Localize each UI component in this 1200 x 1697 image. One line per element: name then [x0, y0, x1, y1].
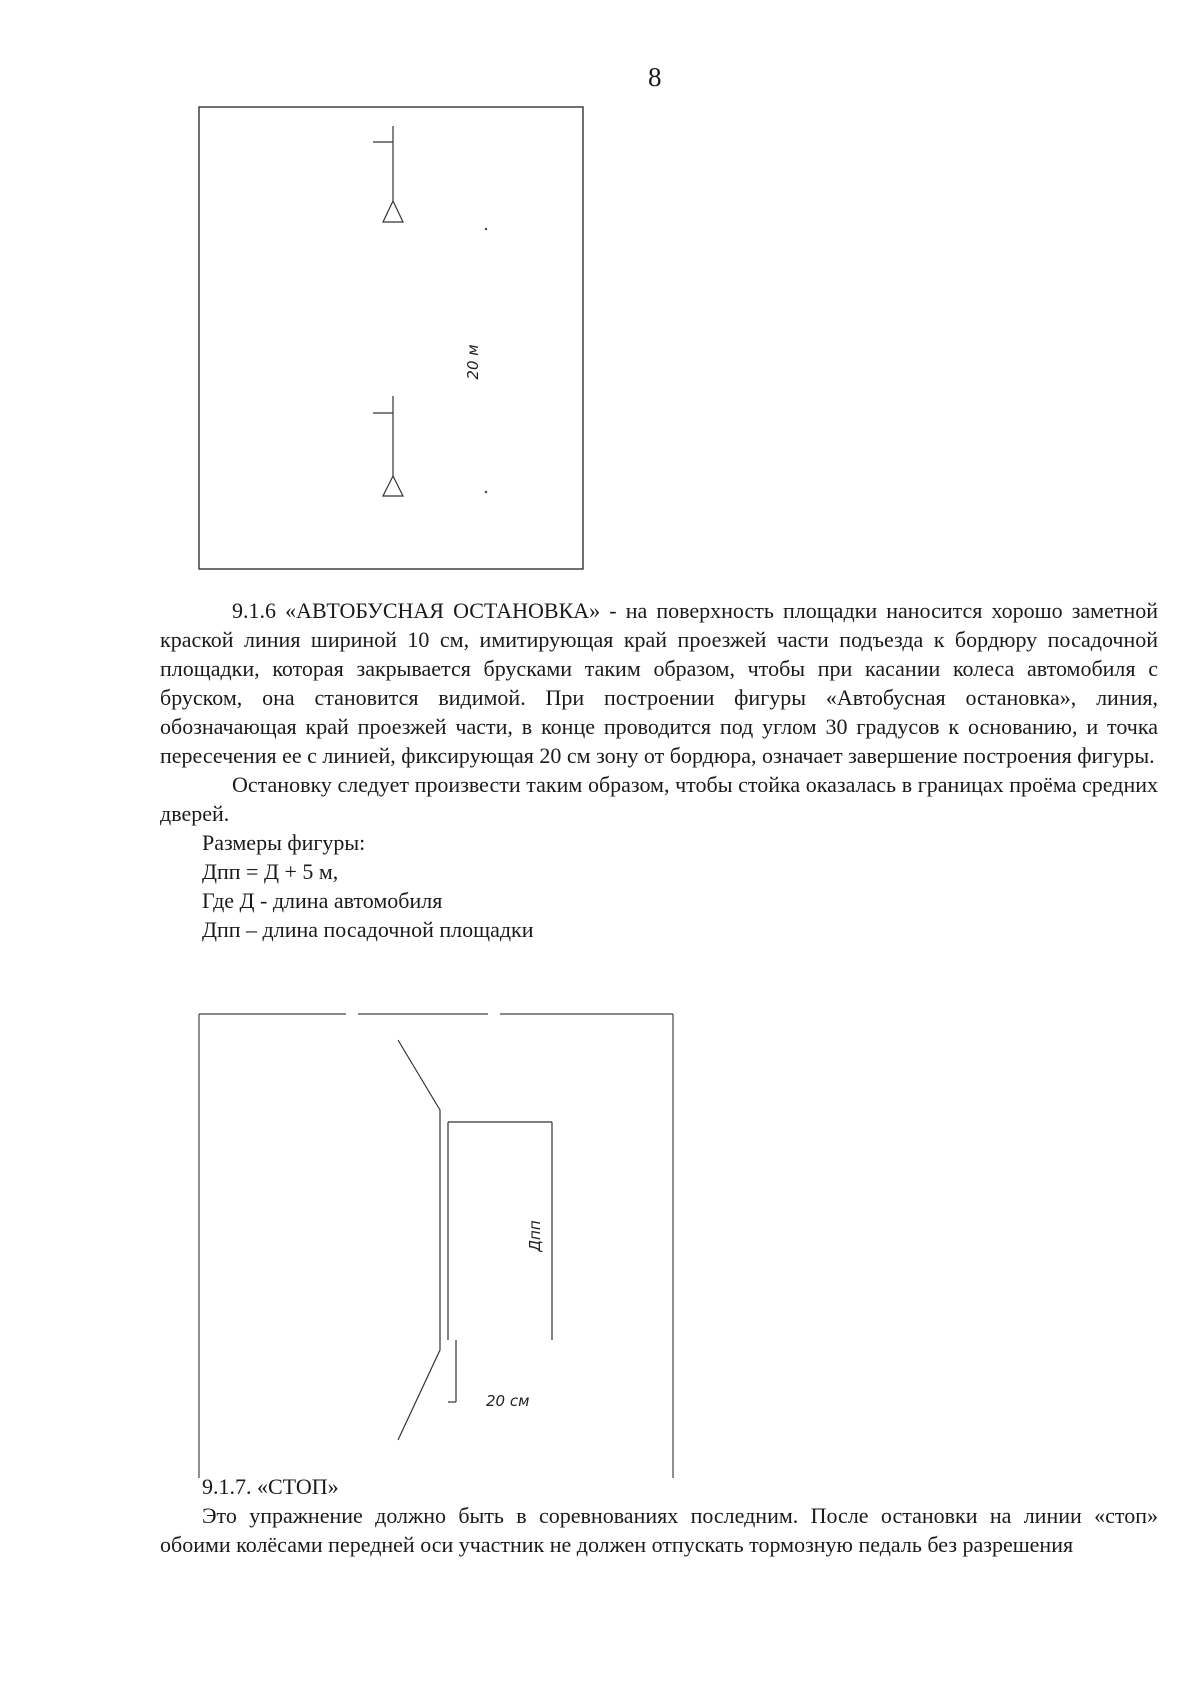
- paragraph-bus-stop-description: 9.1.6 «АВТОБУСНАЯ ОСТАНОВКА» - на поверхность площадки наносится хорошо заметной краской линия шириной 10 см, имитирующая край проезжей части подъезда к бордюру посадочной площадки, которая закрывается брусками таким образом, чтобы при касании колеса автомобиля с бруском, она становится видимой. При построении фигуры «Автобусная остановка», линия, обозначающая край проезжей части, в конце проводится под углом 30 градусов к основанию, и точка пересечения ее с линией, фиксирующая 20 см зону от бордюра, означает завершение построения фигуры.: [160, 598, 1158, 768]
- dimensions-title: Размеры фигуры:: [202, 830, 366, 855]
- figure-bus-stop-platform: [198, 1010, 678, 1480]
- marker-bottom: [373, 396, 403, 496]
- section-9-1-7: [160, 1472, 1158, 1559]
- figure2-frame: [199, 1014, 673, 1478]
- label-20m: 20 м: [464, 344, 482, 380]
- figure1-drawing: [198, 106, 584, 570]
- figure1-frame: [199, 107, 583, 569]
- paragraph-stop-exercise: Это упражнение должно быть в соревнованиях последним. После остановки на линии «стоп» обоими колёсами передней оси участник не должен отпускать тормозную педаль без разрешения: [160, 1503, 1158, 1557]
- dot-bottom: [485, 491, 487, 493]
- label-20cm: 20 см: [486, 1392, 530, 1410]
- figure2-drawing: [198, 1010, 678, 1480]
- figure-bus-stop-layout: [198, 106, 584, 570]
- section-9-1-7-title: 9.1.7. «СТОП»: [202, 1474, 339, 1499]
- label-dpp: Дпп: [526, 1220, 544, 1252]
- definition-dpp: Дпп – длина посадочной площадки: [202, 917, 534, 942]
- formula-dpp: Дпп = Д + 5 м,: [202, 859, 339, 884]
- section-9-1-6: [160, 596, 1158, 944]
- dot-top: [485, 228, 487, 230]
- paragraph-stop-instructions: Остановку следует произвести таким образом, чтобы стойка оказалась в границах проёма средних дверей.: [160, 772, 1158, 826]
- page-number: 8: [648, 62, 662, 92]
- marker-top: [373, 126, 403, 222]
- definition-d: Где Д - длина автомобиля: [202, 888, 443, 913]
